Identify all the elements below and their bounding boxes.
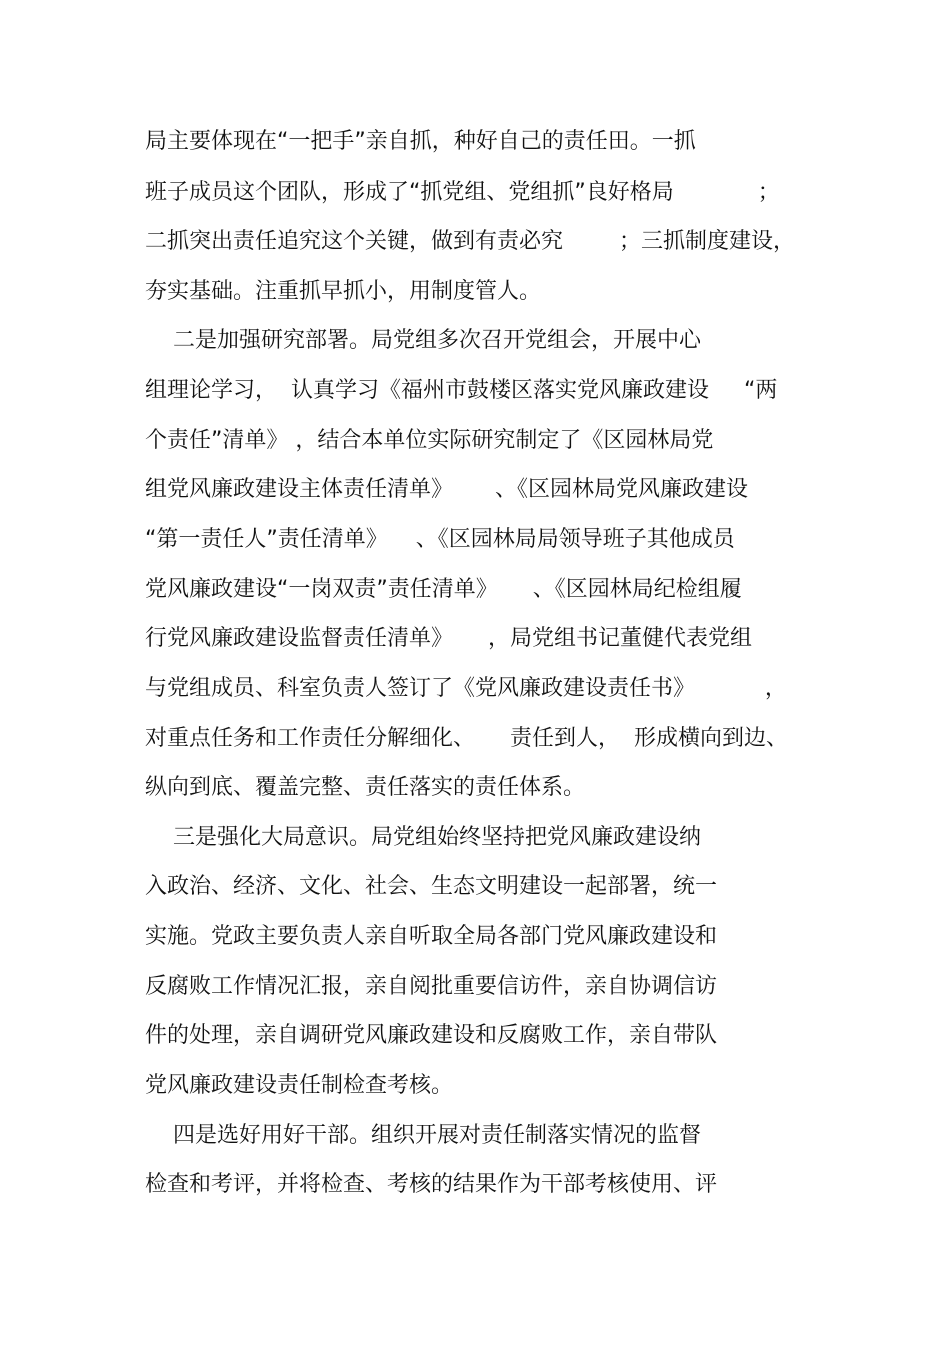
text-line: 与党组成员、科室负责人签订了《党风廉政建设责任书》 ，	[145, 676, 787, 701]
text-line: 个责任”清单》 ，结合本单位实际研究制定了《区园林局党	[145, 428, 714, 453]
text-line: 党风廉政建设“一岗双责”责任清单》 、《区园林局纪检组履	[145, 577, 742, 602]
text-line: 行党风廉政建设监督责任清单》 ，局党组书记董健代表党组	[145, 626, 752, 651]
text-line: 反腐败工作情况汇报，亲自阅批重要信访件，亲自协调信访	[145, 974, 718, 999]
text-line: 班子成员这个团队，形成了“抓党组、党组抓”良好格局 ；	[145, 180, 780, 205]
text-line: 夯实基础。注重抓早抓小，用制度管人。	[145, 279, 542, 304]
text-line: 件的处理，亲自调研党风廉政建设和反腐败工作，亲自带队	[145, 1023, 718, 1048]
text-line: 局主要体现在“一把手”亲自抓，种好自己的责任田。一抓	[145, 129, 696, 154]
text-line: 二抓突出责任追究这个关键，做到有责必究 ；三抓制度建设，	[145, 229, 795, 254]
text-line: 二是加强研究部署。局党组多次召开党组会，开展中心	[145, 328, 701, 353]
text-line: 三是强化大局意识。局党组始终坚持把党风廉政建设纳	[145, 825, 701, 850]
text-line: 检查和考评，并将检查、考核的结果作为干部考核使用、评	[145, 1172, 718, 1197]
text-line: 组理论学习， 认真学习《福州市鼓楼区落实党风廉政建设 “两	[145, 378, 778, 403]
text-line: 对重点任务和工作责任分解细化、 责任到人， 形成横向到边、	[145, 726, 788, 751]
text-line: 四是选好用好干部。组织开展对责任制落实情况的监督	[145, 1123, 701, 1148]
text-line: 纵向到底、覆盖完整、责任落实的责任体系。	[145, 775, 586, 800]
text-line: 入政治、经济、文化、社会、生态文明建设一起部署，统一	[145, 874, 718, 899]
text-line: 组党风廉政建设主体责任清单》 、《区园林局党风廉政建设	[145, 477, 748, 502]
text-line: 实施。党政主要负责人亲自听取全局各部门党风廉政建设和	[145, 924, 718, 949]
text-line: 党风廉政建设责任制检查考核。	[145, 1073, 454, 1098]
text-line: “第一责任人”责任清单》 、《区园林局局领导班子其他成员	[145, 527, 735, 552]
